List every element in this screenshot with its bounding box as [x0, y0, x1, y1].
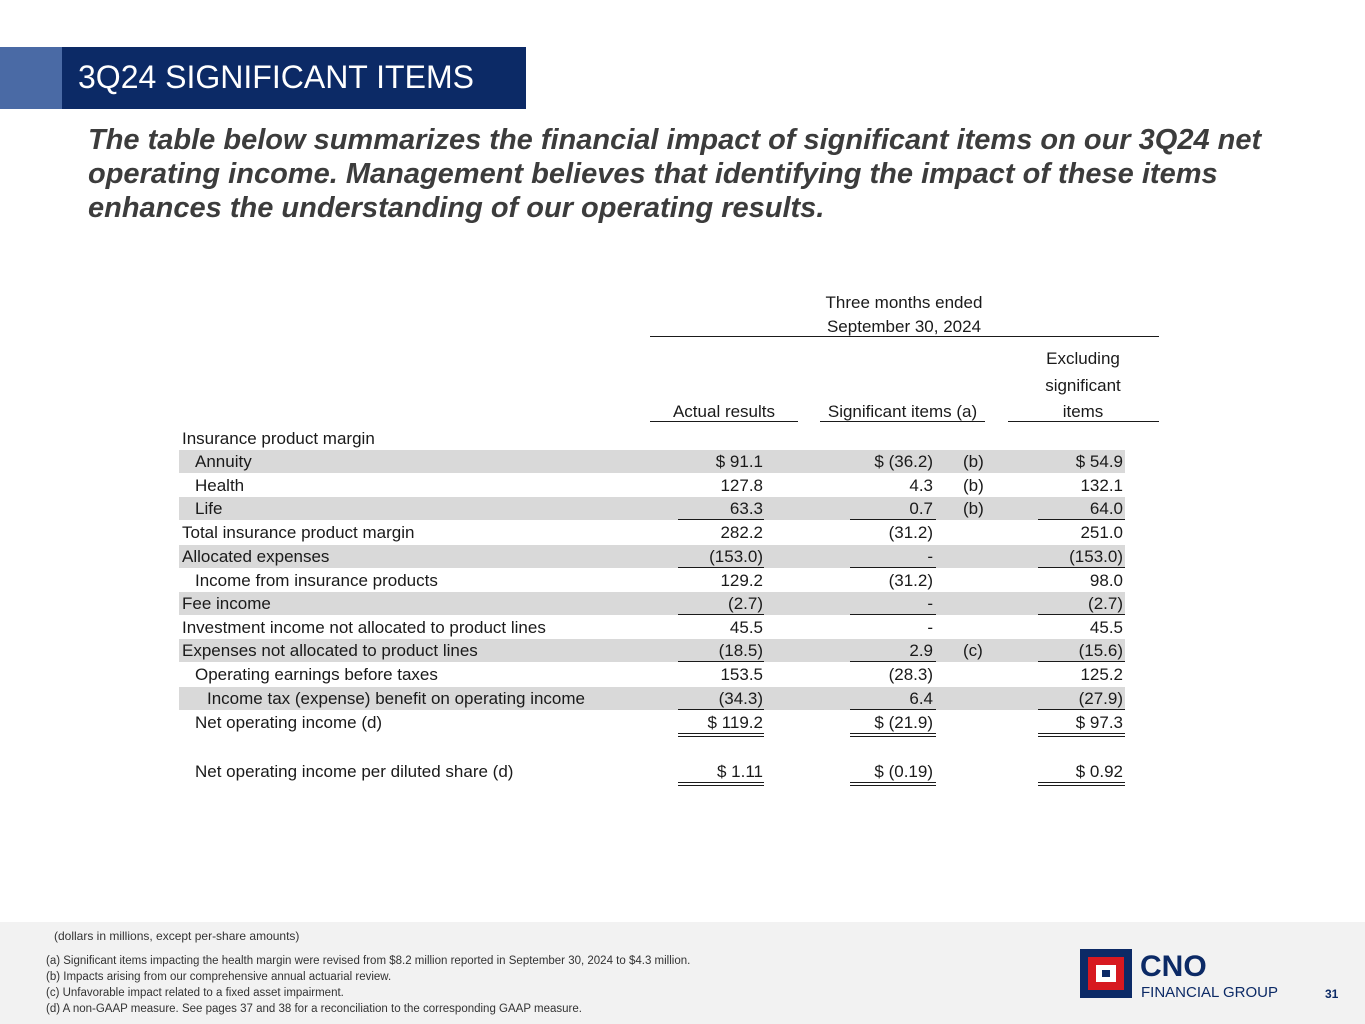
- row-label: Operating earnings before taxes: [195, 665, 438, 684]
- period-header-rule: [650, 336, 1159, 337]
- cell-significant: -: [927, 547, 933, 566]
- row-label: Net operating income (d): [195, 713, 383, 732]
- intro-text: The table below summarizes the financial impact of significant items on our 3Q24 net operating income. Management believes that identifying the impact of these items enhances the understanding of our operating results.: [88, 124, 1262, 224]
- cell-significant: -: [927, 618, 933, 637]
- cell-underline: [678, 782, 764, 783]
- cell-actual: 127.8: [720, 476, 763, 495]
- cell-underline: [678, 709, 764, 710]
- cell-underline: [850, 567, 936, 568]
- cell-underline: [678, 567, 764, 568]
- row-label: Life: [195, 499, 223, 518]
- row-label: Total insurance product margin: [182, 523, 415, 542]
- footnote-d: (d) A non-GAAP measure. See pages 37 and 38 for a reconciliation to the corresponding GAAP measure.: [46, 1003, 582, 1015]
- row-label: Allocated expenses: [182, 547, 330, 566]
- cell-double-underline: [850, 785, 936, 786]
- cell-excluding: 64.0: [1089, 499, 1123, 518]
- cell-underline: [850, 661, 936, 662]
- cell-excluding: 132.1: [1080, 476, 1123, 495]
- cell-excluding: 251.0: [1080, 523, 1123, 542]
- cell-significant: (31.2): [888, 523, 933, 542]
- footnote-c: (c) Unfavorable impact related to a fixed asset impairment.: [46, 987, 344, 999]
- row-label: Income tax (expense) benefit on operating income: [207, 689, 586, 708]
- cell-excluding: $ 97.3: [1075, 713, 1123, 732]
- cell-significant: $ (36.2): [874, 452, 933, 471]
- cell-excluding: (153.0): [1069, 547, 1123, 566]
- col-excluding-line1: Excluding: [1046, 349, 1120, 368]
- section-header: Insurance product margin: [182, 429, 375, 448]
- cell-underline: [1038, 614, 1125, 615]
- col-sig-rule: [820, 421, 985, 422]
- cell-actual: $ 119.2: [707, 713, 763, 732]
- col-excluding-line2: significant: [1045, 376, 1121, 395]
- cell-significant: $ (0.19): [874, 762, 933, 781]
- cell-excluding: 125.2: [1080, 665, 1123, 684]
- footnote-b: (b) Impacts arising from our comprehensive annual actuarial review.: [46, 971, 392, 983]
- row-shade: [179, 592, 1125, 615]
- cell-significant: 4.3: [909, 476, 933, 495]
- page-title: 3Q24 SIGNIFICANT ITEMS: [78, 59, 474, 95]
- cell-underline: [850, 782, 936, 783]
- footnote-a: (a) Significant items impacting the health margin were revised from $8.2 million reported in September 30, 2024 to $4.3 million.: [46, 955, 691, 967]
- cell-significant: -: [927, 594, 933, 613]
- row-label: Annuity: [195, 452, 252, 471]
- cell-actual: 282.2: [720, 523, 763, 542]
- cell-underline: [678, 519, 764, 520]
- period-header-line2: September 30, 2024: [826, 317, 982, 336]
- cell-underline: [1038, 782, 1125, 783]
- cell-excluding: $ 0.92: [1075, 762, 1123, 781]
- logo-subtitle: FINANCIAL GROUP: [1141, 984, 1278, 1001]
- cell-excluding: 45.5: [1089, 618, 1123, 637]
- cell-footnote-ref: (b): [963, 452, 984, 471]
- col-actual-results: Actual results: [672, 402, 776, 421]
- cell-underline: [850, 614, 936, 615]
- cell-actual: $ 91.1: [715, 452, 763, 471]
- units-note: (dollars in millions, except per-share amounts): [54, 929, 300, 943]
- cell-footnote-ref: (b): [963, 499, 984, 518]
- cell-actual: 129.2: [720, 571, 763, 590]
- cell-underline: [850, 733, 936, 734]
- col-excl-rule: [1008, 421, 1159, 422]
- period-header-line1: Three months ended: [825, 293, 983, 312]
- cell-underline: [1038, 519, 1125, 520]
- cell-underline: [1038, 733, 1125, 734]
- cell-actual: $ 1.11: [716, 762, 763, 781]
- cell-underline: [678, 733, 764, 734]
- cell-actual: 153.5: [720, 665, 763, 684]
- cell-actual: (153.0): [709, 547, 763, 566]
- page-number: 31: [1325, 987, 1339, 1001]
- row-label: Income from insurance products: [195, 571, 438, 590]
- cell-excluding: (2.7): [1088, 594, 1123, 613]
- cell-significant: (28.3): [888, 665, 933, 684]
- col-excluding-line3: items: [1062, 402, 1104, 421]
- cell-double-underline: [1038, 736, 1125, 737]
- row-label: Net operating income per diluted share (d): [195, 762, 514, 781]
- cell-actual: 63.3: [729, 499, 763, 518]
- cell-significant: 2.9: [909, 641, 933, 660]
- cell-underline: [850, 709, 936, 710]
- cell-footnote-ref: (c): [963, 641, 983, 660]
- cell-double-underline: [850, 736, 936, 737]
- cell-footnote-ref: (b): [963, 476, 984, 495]
- logo-wordmark: CNO: [1140, 950, 1207, 983]
- col-significant-items: Significant items (a): [827, 402, 978, 421]
- cell-excluding: $ 54.9: [1075, 452, 1123, 471]
- row-label: Health: [195, 476, 245, 495]
- cell-significant: 0.7: [909, 499, 933, 518]
- cell-underline: [1038, 661, 1125, 662]
- cell-underline: [678, 661, 764, 662]
- cell-underline: [850, 519, 936, 520]
- cell-significant: $ (21.9): [874, 713, 933, 732]
- cno-logo-icon: [1080, 949, 1132, 998]
- row-label: Investment income not allocated to product lines: [182, 618, 546, 637]
- col-actual-rule: [650, 421, 798, 422]
- cell-double-underline: [678, 736, 764, 737]
- cell-underline: [1038, 567, 1125, 568]
- cell-significant: (31.2): [888, 571, 933, 590]
- cell-excluding: (15.6): [1078, 641, 1123, 660]
- cell-double-underline: [1038, 785, 1125, 786]
- cell-underline: [678, 614, 764, 615]
- cell-underline: [1038, 709, 1125, 710]
- cell-actual: 45.5: [729, 618, 763, 637]
- cell-actual: (34.3): [718, 689, 763, 708]
- row-label: Expenses not allocated to product lines: [182, 641, 478, 660]
- cell-excluding: (27.9): [1078, 689, 1123, 708]
- cell-excluding: 98.0: [1089, 571, 1123, 590]
- cell-significant: 6.4: [909, 689, 933, 708]
- cell-double-underline: [678, 785, 764, 786]
- row-label: Fee income: [182, 594, 271, 613]
- cell-actual: (2.7): [728, 594, 763, 613]
- cell-actual: (18.5): [718, 641, 763, 660]
